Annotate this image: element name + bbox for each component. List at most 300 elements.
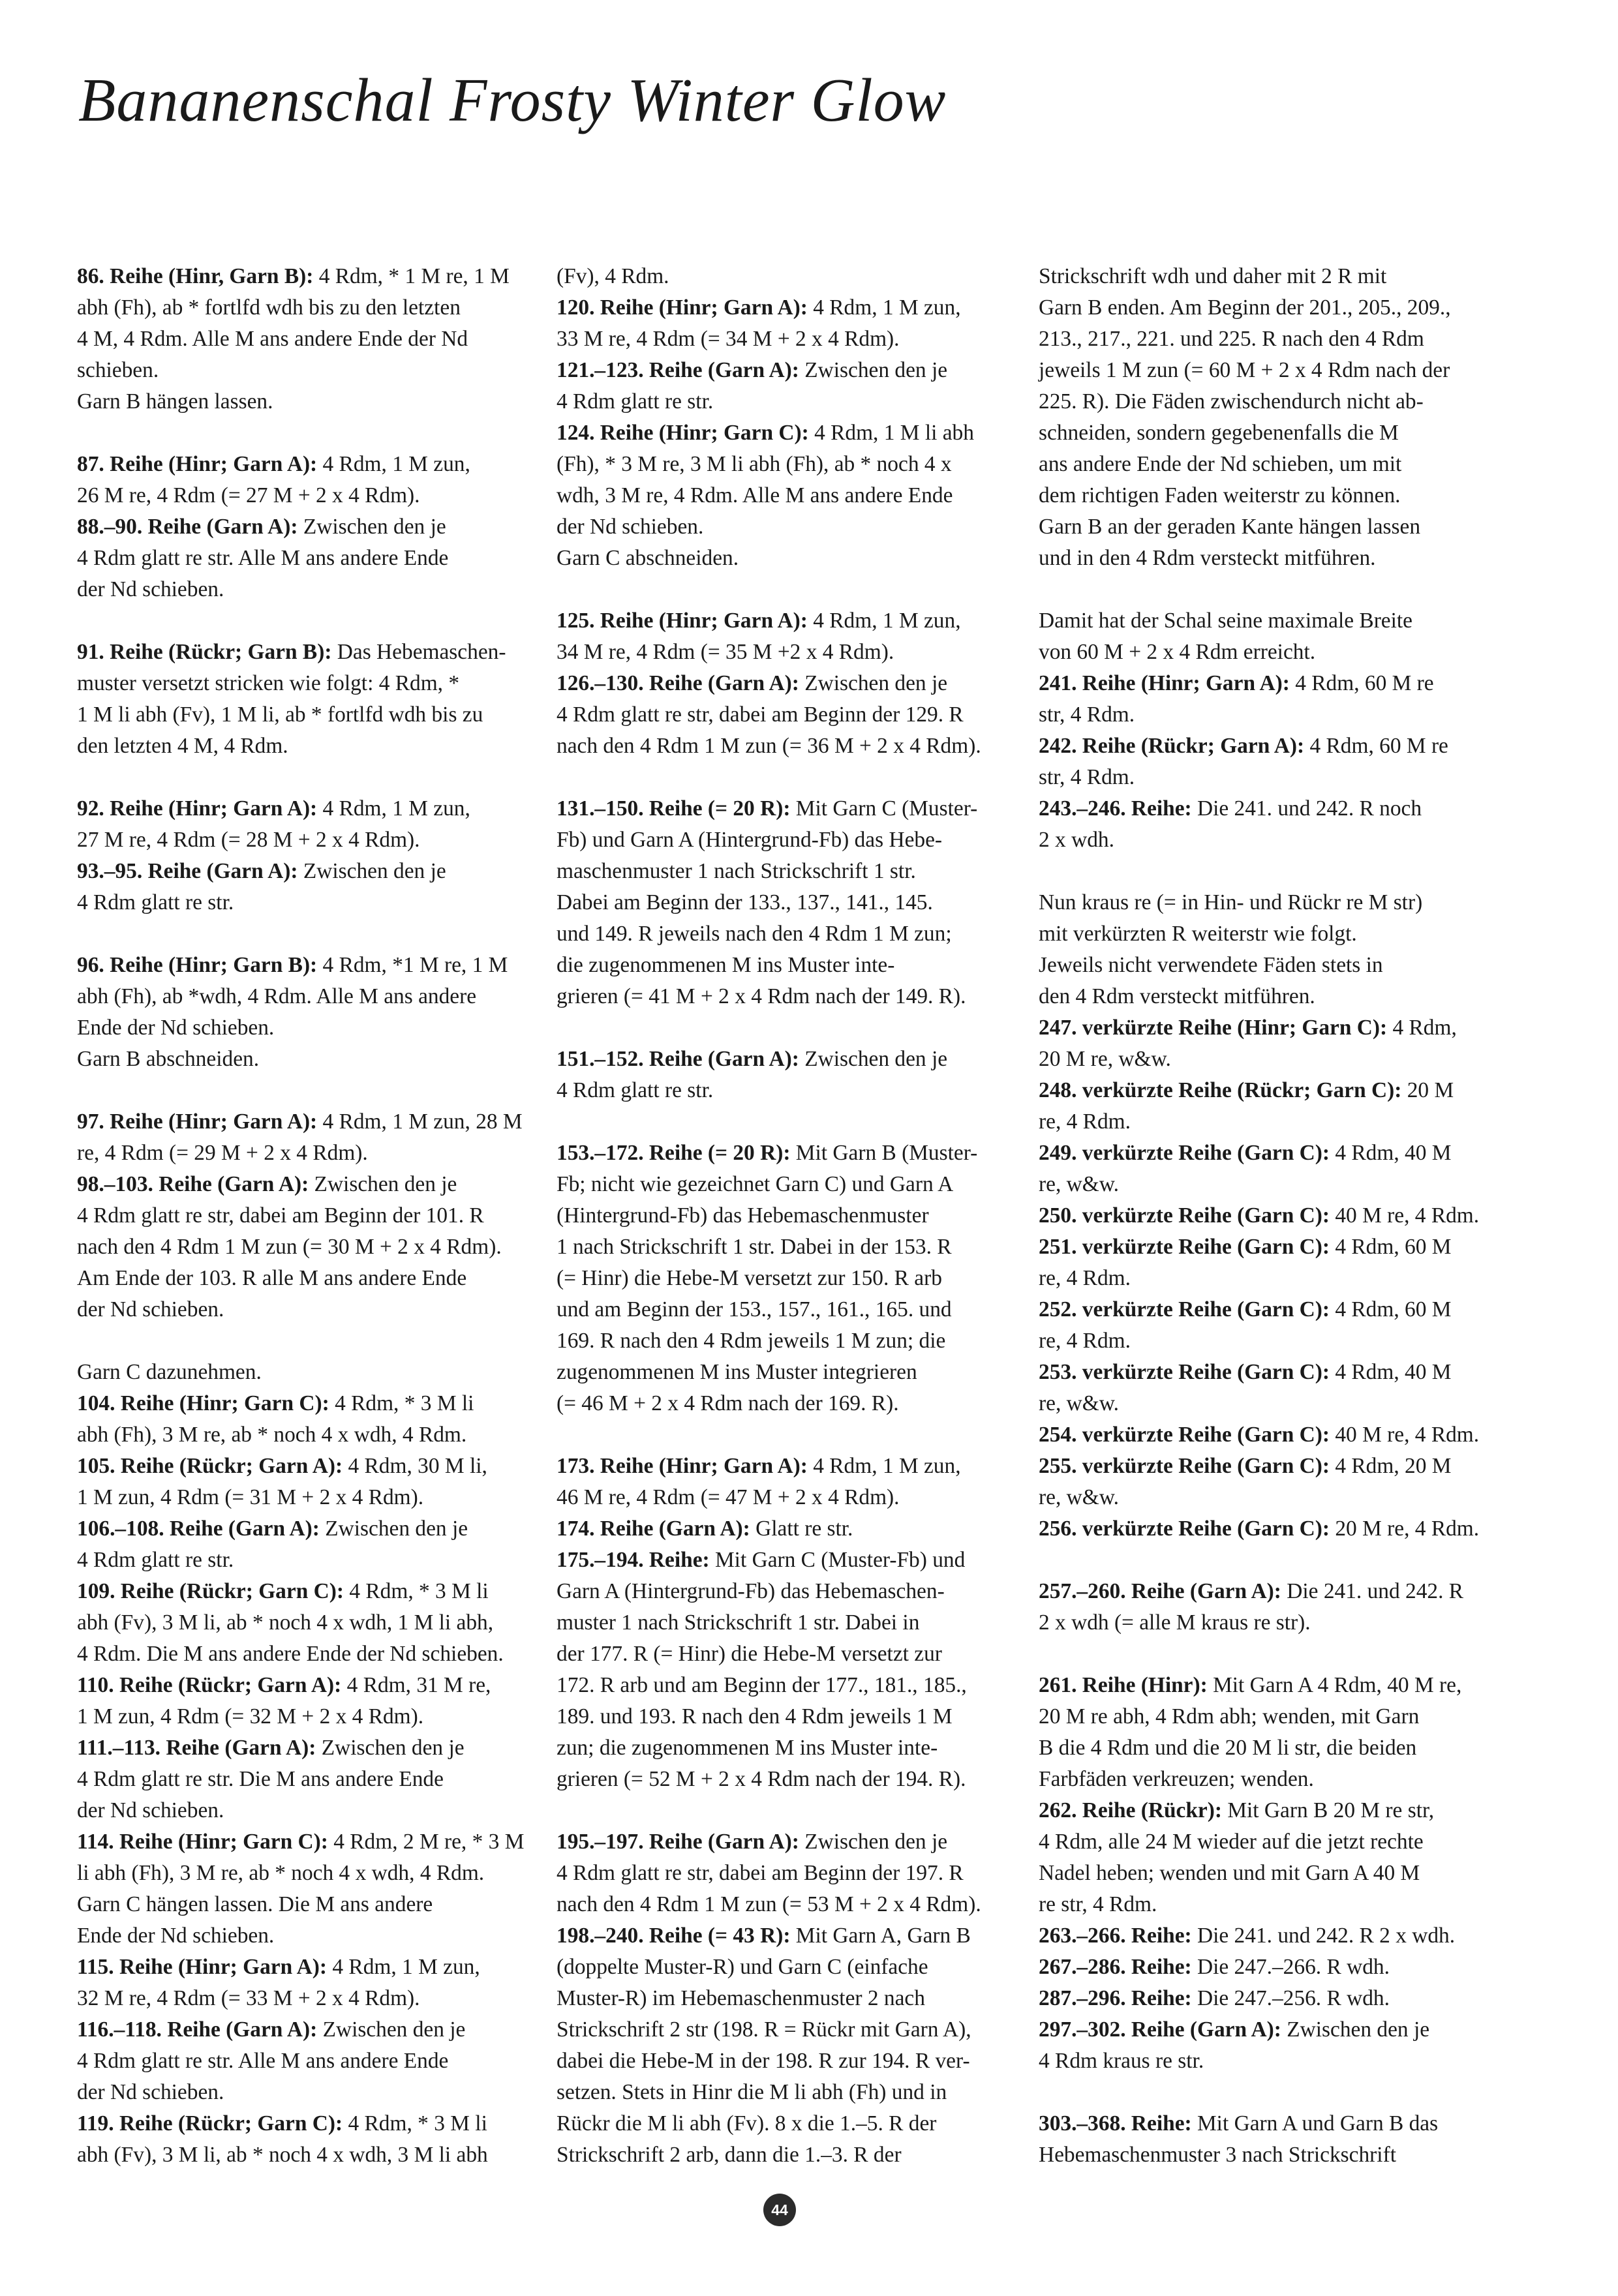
text-line [77, 292, 534, 324]
text-line [557, 1607, 1013, 1639]
text-line [1039, 1388, 1495, 1419]
text-line [1039, 1044, 1495, 1075]
line-text: 4 Rdm, 1 M zun, [807, 609, 961, 633]
line-text: (doppelte Muster-R) und Garn C (einfache [557, 1955, 928, 1979]
text-line [1039, 1701, 1495, 1732]
line-text: Zwischen den je [316, 1736, 465, 1760]
text-line [77, 2108, 534, 2139]
line-text: Die 241. und 242. R 2 x wdh. [1191, 1924, 1456, 1948]
text-line [1039, 1169, 1495, 1200]
line-text: 4 Rdm, 31 M re, [341, 1673, 491, 1697]
text-line [77, 1263, 534, 1294]
text-line [557, 1513, 1013, 1545]
paragraph-gap [77, 762, 534, 793]
text-line [557, 950, 1013, 981]
row-label: 303.–368. Reihe: [1039, 2111, 1192, 2136]
text-line [557, 1952, 1013, 1983]
row-label: 104. Reihe (Hinr; Garn C): [77, 1391, 329, 1415]
text-line [557, 856, 1013, 887]
row-label: 98.–103. Reihe (Garn A): [77, 1172, 309, 1196]
text-line [557, 1545, 1013, 1576]
line-text: 1 nach Strickschrift 1 str. Dabei in der 153. R [557, 1235, 952, 1259]
text-line [77, 449, 534, 480]
text-line [77, 1231, 534, 1263]
text-line [1039, 2046, 1495, 2077]
text-line [557, 605, 1013, 637]
text-line [1039, 511, 1495, 543]
row-label: 173. Reihe (Hinr; Garn A): [557, 1454, 808, 1478]
line-text: muster versetzt stricken wie folgt: 4 Rdm, * [77, 671, 460, 695]
line-text: Fb; nicht wie gezeichnet Garn C) und Garn A [557, 1172, 954, 1196]
paragraph-gap [77, 1075, 534, 1106]
text-line [557, 417, 1013, 449]
text-line [1039, 1732, 1495, 1764]
text-line [557, 2077, 1013, 2108]
line-text: 4 Rdm, 60 M [1330, 1235, 1452, 1259]
line-text: (Fh), * 3 M re, 3 M li abh (Fh), ab * noch 4 x [557, 452, 952, 476]
text-line [1039, 981, 1495, 1012]
text-line [557, 480, 1013, 511]
row-label: 247. verkürzte Reihe (Hinr; Garn C): [1039, 1016, 1388, 1040]
text-line [77, 1388, 534, 1419]
text-line [1039, 1231, 1495, 1263]
line-text: 27 M re, 4 Rdm (= 28 M + 2 x 4 Rdm). [77, 828, 420, 852]
text-line [557, 1983, 1013, 2014]
text-line [1039, 261, 1495, 292]
text-line [557, 1639, 1013, 1670]
text-line [557, 386, 1013, 417]
line-text: 4 Rdm, 60 M [1330, 1297, 1452, 1322]
line-text: 4 Rdm glatt re str. [557, 1078, 714, 1102]
text-line [1039, 2014, 1495, 2046]
text-line [557, 1294, 1013, 1325]
line-text: re, w&w. [1039, 1485, 1120, 1509]
text-line [77, 1983, 534, 2014]
text-line [77, 1451, 534, 1482]
text-line [557, 699, 1013, 731]
row-label: 195.–197. Reihe (Garn A): [557, 1830, 799, 1854]
paragraph-gap [557, 1012, 1013, 1044]
line-text: 4 Rdm glatt re str, dabei am Beginn der 197. R [557, 1861, 964, 1885]
text-line [1039, 324, 1495, 355]
line-text: Fb) und Garn A (Hintergrund-Fb) das Hebe- [557, 828, 943, 852]
line-text: der Nd schieben. [77, 1297, 224, 1322]
line-text: 20 M re, 4 Rdm. [1330, 1517, 1480, 1541]
line-text: 20 M re abh, 4 Rdm abh; wenden, mit Garn [1039, 1704, 1420, 1729]
text-line [557, 1263, 1013, 1294]
page-number-badge: 44 [763, 2194, 796, 2226]
row-label: 262. Reihe (Rückr): [1039, 1798, 1222, 1822]
text-line [77, 511, 534, 543]
line-text: Die 247.–266. R wdh. [1191, 1955, 1390, 1979]
text-line [77, 1200, 534, 1231]
line-text: 4 Rdm, 1 M zun, [807, 295, 961, 320]
line-text: der Nd schieben. [77, 2080, 224, 2104]
line-text: Strickschrift 2 str (198. R = Rückr mit Garn A), [557, 2017, 971, 2042]
line-text: und in den 4 Rdm versteckt mitführen. [1039, 546, 1376, 570]
text-line [77, 1513, 534, 1545]
line-text: Zwischen den je [799, 671, 948, 695]
paragraph-gap [557, 574, 1013, 605]
text-line [557, 981, 1013, 1012]
row-label: 97. Reihe (Hinr; Garn A): [77, 1110, 318, 1134]
text-line [557, 637, 1013, 668]
line-text: re, 4 Rdm. [1039, 1329, 1131, 1353]
line-text: 4 Rdm, [1387, 1016, 1457, 1040]
row-label: 243.–246. Reihe: [1039, 796, 1192, 821]
text-line [557, 292, 1013, 324]
text-line [1039, 1200, 1495, 1231]
text-line [77, 2077, 534, 2108]
line-text: (Hintergrund-Fb) das Hebemaschenmuster [557, 1203, 929, 1228]
line-text: setzen. Stets in Hinr die M li abh (Fh) und in [557, 2080, 947, 2104]
text-line [77, 1858, 534, 1889]
row-label: 124. Reihe (Hinr; Garn C): [557, 421, 809, 445]
row-label: 255. verkürzte Reihe (Garn C): [1039, 1454, 1330, 1478]
row-label: 109. Reihe (Rückr; Garn C): [77, 1579, 344, 1603]
text-line [1039, 1012, 1495, 1044]
line-text: 2 x wdh. [1039, 828, 1114, 852]
line-text: 4 Rdm, 1 M zun, 28 M [317, 1110, 523, 1134]
line-text: 4 Rdm, * 3 M li [329, 1391, 474, 1415]
line-text: 20 M [1401, 1078, 1454, 1102]
text-line [1039, 1826, 1495, 1858]
line-text: 4 Rdm, 1 M zun, [807, 1454, 961, 1478]
text-line [77, 355, 534, 386]
line-text: Die 241. und 242. R [1281, 1579, 1464, 1603]
row-label: 93.–95. Reihe (Garn A): [77, 859, 298, 883]
row-label: 151.–152. Reihe (Garn A): [557, 1047, 799, 1071]
text-line [77, 480, 534, 511]
line-text: Garn B hängen lassen. [77, 389, 273, 414]
line-text: dem richtigen Faden weiterstr zu können. [1039, 483, 1401, 507]
line-text: Garn B enden. Am Beginn der 201., 205., 209., [1039, 295, 1451, 320]
text-line [557, 1325, 1013, 1357]
line-text: Zwischen den je [298, 515, 446, 539]
text-line [1039, 605, 1495, 637]
line-text: Garn C hängen lassen. Die M ans andere [77, 1892, 433, 1916]
text-line [557, 1858, 1013, 1889]
line-text: Zwischen den je [799, 1047, 948, 1071]
line-text: 40 M re, 4 Rdm. [1330, 1203, 1480, 1228]
line-text: 4 Rdm glatt re str, dabei am Beginn der 129. R [557, 702, 964, 727]
line-text: abh (Fv), 3 M li, ab * noch 4 x wdh, 3 M li abh [77, 2143, 488, 2167]
line-text: 4 Rdm, 40 M [1330, 1360, 1452, 1384]
line-text: Garn C dazunehmen. [77, 1360, 262, 1384]
paragraph-gap [557, 762, 1013, 793]
line-text: (= Hinr) die Hebe-M versetzt zur 150. R arb [557, 1266, 942, 1290]
text-line [77, 824, 534, 856]
row-label: 96. Reihe (Hinr; Garn B): [77, 953, 318, 977]
text-line [557, 1920, 1013, 1952]
text-line [557, 1764, 1013, 1795]
row-label: 249. verkürzte Reihe (Garn C): [1039, 1141, 1330, 1165]
row-label: 88.–90. Reihe (Garn A): [77, 515, 298, 539]
line-text: Mit Garn A, Garn B [790, 1924, 971, 1948]
text-line [1039, 292, 1495, 324]
row-label: 241. Reihe (Hinr; Garn A): [1039, 671, 1290, 695]
line-text: Zwischen den je [317, 2017, 466, 2042]
text-line [1039, 543, 1495, 574]
line-text: Hebemaschenmuster 3 nach Strickschrift [1039, 2143, 1396, 2167]
row-label: 121.–123. Reihe (Garn A): [557, 358, 799, 382]
text-line [77, 668, 534, 699]
text-line [77, 856, 534, 887]
row-label: 297.–302. Reihe (Garn A): [1039, 2017, 1281, 2042]
text-line [77, 1012, 534, 1044]
line-text: str, 4 Rdm. [1039, 765, 1135, 789]
text-line [1039, 1106, 1495, 1138]
line-text: der Nd schieben. [77, 577, 224, 601]
line-text: Mit Garn C (Muster-Fb) und [709, 1548, 966, 1572]
row-label: 120. Reihe (Hinr; Garn A): [557, 295, 808, 320]
text-line [77, 1639, 534, 1670]
text-line [1039, 386, 1495, 417]
text-line [557, 793, 1013, 824]
text-line [1039, 1482, 1495, 1513]
line-text: 46 M re, 4 Rdm (= 47 M + 2 x 4 Rdm). [557, 1485, 900, 1509]
row-label: 287.–296. Reihe: [1039, 1986, 1192, 2010]
row-label: 175.–194. Reihe: [557, 1548, 710, 1572]
text-line [77, 887, 534, 918]
line-text: nach den 4 Rdm 1 M zun (= 53 M + 2 x 4 Rdm). [557, 1892, 981, 1916]
line-text: 4 Rdm, 30 M li, [343, 1454, 487, 1478]
text-line [77, 1138, 534, 1169]
line-text: 1 M zun, 4 Rdm (= 31 M + 2 x 4 Rdm). [77, 1485, 424, 1509]
paragraph-gap [1039, 1545, 1495, 1576]
line-text: Garn C abschneiden. [557, 546, 739, 570]
text-line [1039, 2108, 1495, 2139]
line-text: 4 Rdm, 1 M zun, [317, 796, 470, 821]
line-text: nach den 4 Rdm 1 M zun (= 30 M + 2 x 4 Rdm). [77, 1235, 502, 1259]
text-line [557, 918, 1013, 950]
line-text: 20 M re, w&w. [1039, 1047, 1171, 1071]
line-text: abh (Fv), 3 M li, ab * noch 4 x wdh, 1 M li abh, [77, 1610, 494, 1635]
line-text: str, 4 Rdm. [1039, 702, 1135, 727]
line-text: 4 Rdm glatt re str. [77, 1548, 234, 1572]
text-line [1039, 480, 1495, 511]
text-line [77, 637, 534, 668]
line-text: 4 Rdm, 20 M [1330, 1454, 1452, 1478]
line-text: den 4 Rdm versteckt mitführen. [1039, 984, 1315, 1008]
line-text: B die 4 Rdm und die 20 M li str, die beiden [1039, 1736, 1417, 1760]
row-label: 125. Reihe (Hinr; Garn A): [557, 609, 808, 633]
text-line [557, 1701, 1013, 1732]
line-text: li abh (Fh), 3 M re, ab * noch 4 x wdh, 4 Rdm. [77, 1861, 485, 1885]
line-text: mit verkürzten R weiterstr wie folgt. [1039, 922, 1357, 946]
text-line [1039, 1889, 1495, 1920]
text-line [77, 699, 534, 731]
line-text: 4 Rdm, * 3 M li [343, 2111, 487, 2136]
text-line [557, 1357, 1013, 1388]
line-text: der Nd schieben. [557, 515, 704, 539]
line-text: Zwischen den je [1281, 2017, 1430, 2042]
text-line [1039, 762, 1495, 793]
line-text: (= 46 M + 2 x 4 Rdm nach der 169. R). [557, 1391, 899, 1415]
row-label: 251. verkürzte Reihe (Garn C): [1039, 1235, 1330, 1259]
line-text: 4 Rdm, * 3 M li [343, 1579, 489, 1603]
line-text: Damit hat der Schal seine maximale Breite [1039, 609, 1413, 633]
line-text: Mit Garn A und Garn B das [1191, 2111, 1439, 2136]
line-text: wdh, 3 M re, 4 Rdm. Alle M ans andere Ende [557, 483, 953, 507]
text-line [1039, 668, 1495, 699]
line-text: grieren (= 52 M + 2 x 4 Rdm nach der 194. R). [557, 1767, 966, 1791]
line-text: Jeweils nicht verwendete Fäden stets in [1039, 953, 1383, 977]
text-line [1039, 1858, 1495, 1889]
text-line [77, 1732, 534, 1764]
text-line [1039, 793, 1495, 824]
text-line [557, 355, 1013, 386]
paragraph-gap [1039, 574, 1495, 605]
text-line [557, 1451, 1013, 1482]
line-text: 4 Rdm, 60 M re [1289, 671, 1434, 695]
line-text: Zwischen den je [309, 1172, 457, 1196]
line-text: abh (Fh), 3 M re, ab * noch 4 x wdh, 4 Rdm. [77, 1423, 467, 1447]
line-text: 1 M zun, 4 Rdm (= 32 M + 2 x 4 Rdm). [77, 1704, 424, 1729]
text-line [77, 1169, 534, 1200]
line-text: Mit Garn C (Muster- [790, 796, 978, 821]
line-text: dabei die Hebe-M in der 198. R zur 194. R ver- [557, 2049, 970, 2073]
line-text: und 149. R jeweils nach den 4 Rdm 1 M zun; [557, 922, 952, 946]
text-line [77, 574, 534, 605]
text-line [557, 2108, 1013, 2139]
line-text: re, w&w. [1039, 1391, 1120, 1415]
text-line [557, 668, 1013, 699]
paragraph-gap [557, 1106, 1013, 1138]
line-text: der Nd schieben. [77, 1798, 224, 1822]
text-line [1039, 1952, 1495, 1983]
line-text: 4 Rdm glatt re str. [557, 389, 714, 414]
text-line [1039, 1075, 1495, 1106]
row-label: 242. Reihe (Rückr; Garn A): [1039, 734, 1305, 758]
text-line [77, 1106, 534, 1138]
row-label: 252. verkürzte Reihe (Garn C): [1039, 1297, 1330, 1322]
row-label: 153.–172. Reihe (= 20 R): [557, 1141, 791, 1165]
line-text: 4 Rdm, 1 M li abh [808, 421, 974, 445]
line-text: 33 M re, 4 Rdm (= 34 M + 2 x 4 Rdm). [557, 327, 900, 351]
text-line [557, 1576, 1013, 1607]
line-text: Mit Garn A 4 Rdm, 40 M re, [1207, 1673, 1462, 1697]
line-text: Mit Garn B (Muster- [790, 1141, 978, 1165]
text-line [77, 1889, 534, 1920]
page-title: Bananenschal Frosty Winter Glow [78, 67, 947, 134]
text-line [1039, 1419, 1495, 1451]
row-label: 91. Reihe (Rückr; Garn B): [77, 640, 332, 664]
line-text: maschenmuster 1 nach Strickschrift 1 str. [557, 859, 916, 883]
text-line [557, 1044, 1013, 1075]
line-text: Die 247.–256. R wdh. [1191, 1986, 1390, 2010]
text-line [1039, 449, 1495, 480]
row-label: 131.–150. Reihe (= 20 R): [557, 796, 791, 821]
line-text: 4 Rdm, 1 M zun, [317, 452, 470, 476]
text-line [77, 324, 534, 355]
line-text: 4 Rdm, * 1 M re, 1 M [313, 264, 510, 288]
line-text: Glatt re str. [750, 1517, 853, 1541]
paragraph-gap [1039, 2077, 1495, 2108]
text-column-right [1039, 261, 1495, 2171]
line-text: re, w&w. [1039, 1172, 1120, 1196]
line-text: Ende der Nd schieben. [77, 1924, 275, 1948]
line-text: 4 Rdm, alle 24 M wieder auf die jetzt rechte [1039, 1830, 1424, 1854]
text-line [77, 1419, 534, 1451]
line-text: der 177. R (= Hinr) die Hebe-M versetzt zur [557, 1642, 942, 1666]
line-text: Dabei am Beginn der 133., 137., 141., 145. [557, 890, 933, 914]
line-text: Strickschrift 2 arb, dann die 1.–3. R der [557, 2143, 902, 2167]
paragraph-gap [77, 918, 534, 950]
text-line [1039, 2139, 1495, 2171]
text-line [1039, 417, 1495, 449]
text-line [1039, 1325, 1495, 1357]
text-line [557, 1075, 1013, 1106]
line-text: Muster-R) im Hebemaschenmuster 2 nach [557, 1986, 925, 2010]
paragraph-gap [557, 1795, 1013, 1826]
text-line [557, 1732, 1013, 1764]
row-label: 198.–240. Reihe (= 43 R): [557, 1924, 791, 1948]
text-line [557, 887, 1013, 918]
line-text: abh (Fh), ab *wdh, 4 Rdm. Alle M ans andere [77, 984, 477, 1008]
line-text: und am Beginn der 153., 157., 161., 165. und [557, 1297, 952, 1322]
text-line [557, 1826, 1013, 1858]
text-line [557, 1231, 1013, 1263]
line-text: 34 M re, 4 Rdm (= 35 M +2 x 4 Rdm). [557, 640, 894, 664]
text-line [77, 386, 534, 417]
paragraph-gap [557, 1419, 1013, 1451]
row-label: 92. Reihe (Hinr; Garn A): [77, 796, 318, 821]
text-line [1039, 950, 1495, 981]
text-line [77, 2139, 534, 2171]
line-text: schneiden, sondern gegebenenfalls die M [1039, 421, 1399, 445]
text-line [77, 731, 534, 762]
line-text: 4 Rdm glatt re str. Die M ans andere Ende [77, 1767, 444, 1791]
line-text: 169. R nach den 4 Rdm jeweils 1 M zun; die [557, 1329, 946, 1353]
text-line [1039, 1576, 1495, 1607]
text-line [1039, 637, 1495, 668]
line-text: 4 Rdm glatt re str, dabei am Beginn der 101. R [77, 1203, 484, 1228]
line-text: grieren (= 41 M + 2 x 4 Rdm nach der 149. R). [557, 984, 966, 1008]
row-label: 267.–286. Reihe: [1039, 1955, 1192, 1979]
text-line [557, 1482, 1013, 1513]
text-line [77, 1294, 534, 1325]
text-line [1039, 1920, 1495, 1952]
text-line [557, 449, 1013, 480]
text-column-middle [557, 261, 1013, 2171]
line-text: Garn B abschneiden. [77, 1047, 260, 1071]
line-text: 189. und 193. R nach den 4 Rdm jeweils 1 M [557, 1704, 953, 1729]
line-text: 4 Rdm, 1 M zun, [327, 1955, 480, 1979]
line-text: von 60 M + 2 x 4 Rdm erreicht. [1039, 640, 1316, 664]
text-line [77, 793, 534, 824]
line-text: Zwischen den je [799, 1830, 948, 1854]
line-text: 4 Rdm, *1 M re, 1 M [317, 953, 508, 977]
text-line [1039, 1294, 1495, 1325]
line-text: jeweils 1 M zun (= 60 M + 2 x 4 Rdm nach der [1039, 358, 1450, 382]
text-line [557, 1670, 1013, 1701]
row-label: 110. Reihe (Rückr; Garn A): [77, 1673, 342, 1697]
line-text: 225. R). Die Fäden zwischendurch nicht ab- [1039, 389, 1424, 414]
text-line [557, 1169, 1013, 1200]
row-label: 105. Reihe (Rückr; Garn A): [77, 1454, 343, 1478]
line-text: 26 M re, 4 Rdm (= 27 M + 2 x 4 Rdm). [77, 483, 420, 507]
text-line [557, 261, 1013, 292]
line-text: re str, 4 Rdm. [1039, 1892, 1157, 1916]
line-text: Zwischen den je [319, 1517, 468, 1541]
row-label: 106.–108. Reihe (Garn A): [77, 1517, 320, 1541]
line-text: re, 4 Rdm (= 29 M + 2 x 4 Rdm). [77, 1141, 368, 1165]
line-text: Garn A (Hintergrund-Fb) das Hebemaschen- [557, 1579, 945, 1603]
line-text: muster 1 nach Strickschrift 1 str. Dabei in [557, 1610, 920, 1635]
line-text: 40 M re, 4 Rdm. [1330, 1423, 1480, 1447]
line-text: 4 Rdm glatt re str. Alle M ans andere Ende [77, 546, 449, 570]
